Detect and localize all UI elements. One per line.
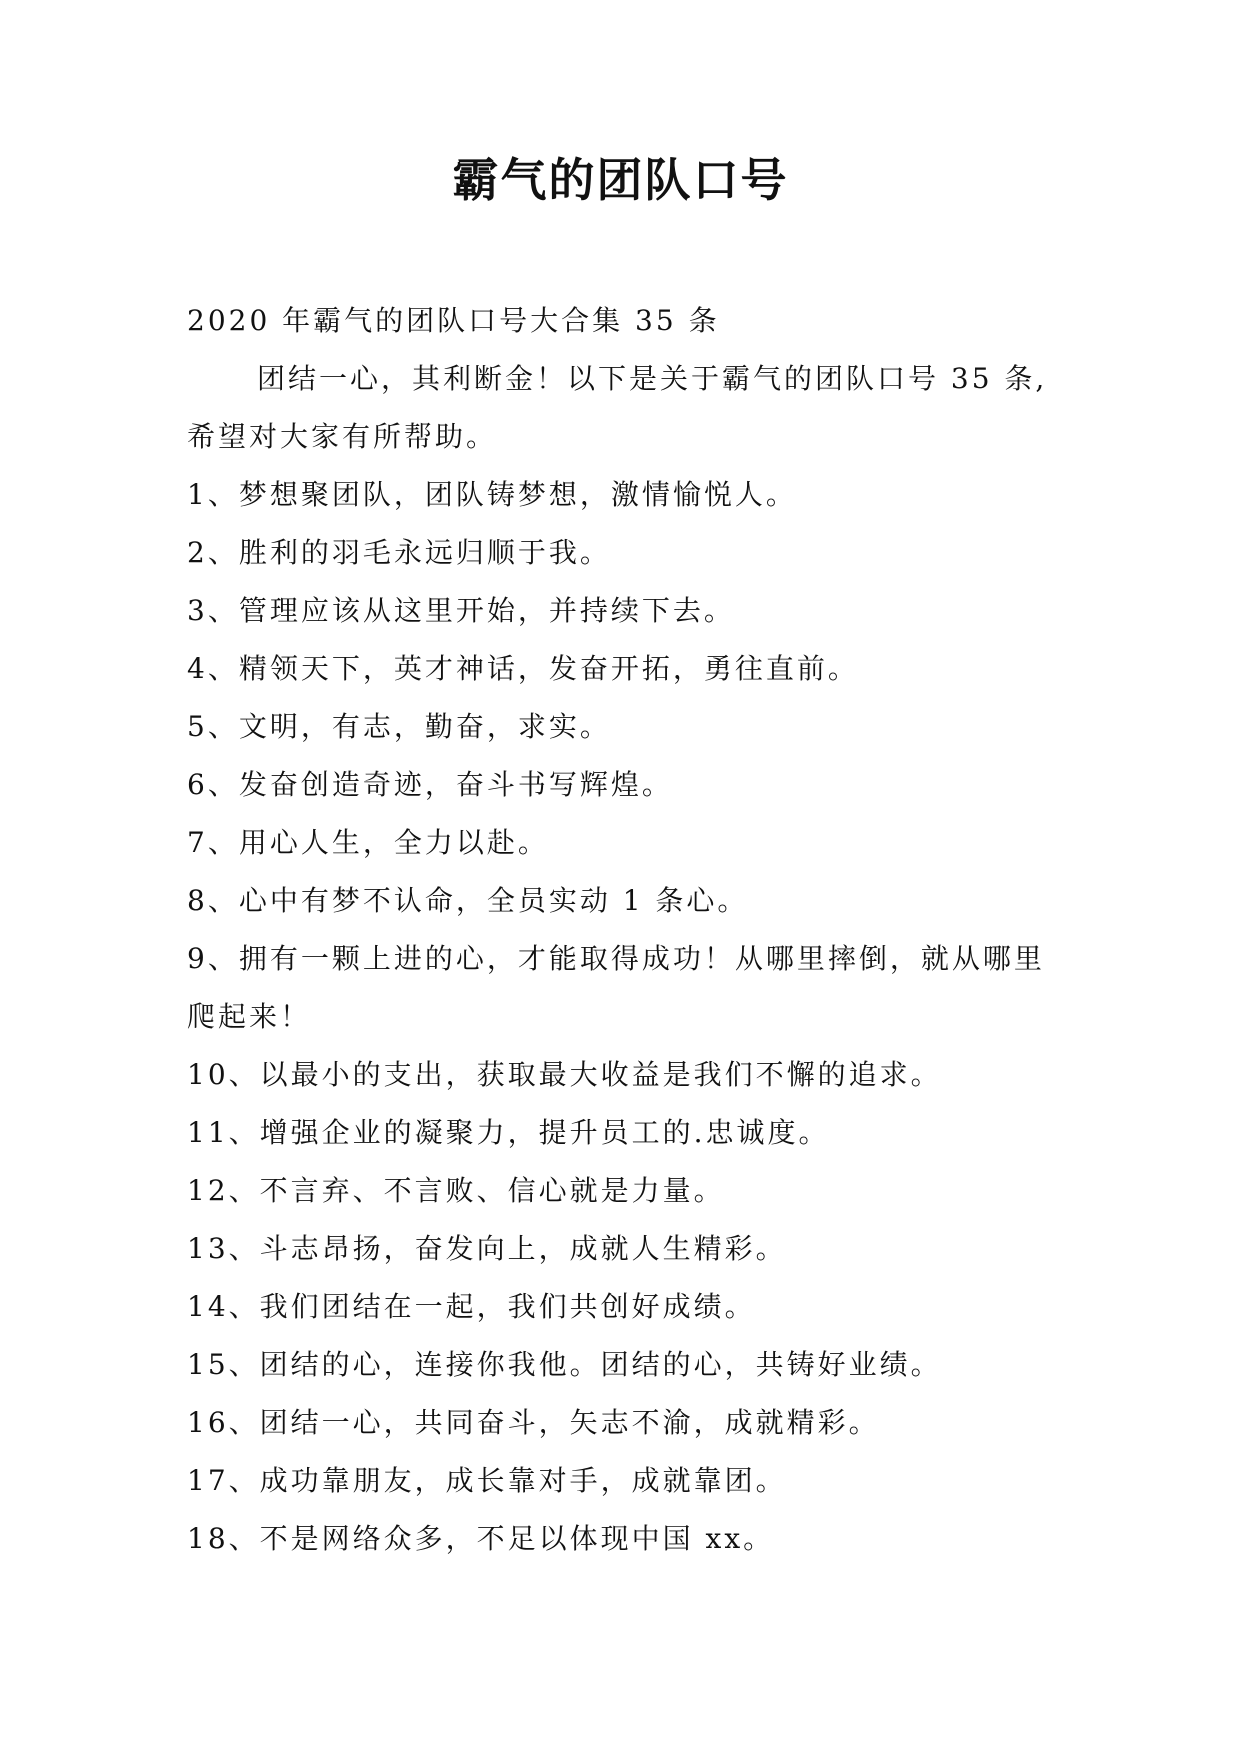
slogan-item: 18、不是网络众多，不足以体现中国 xx。 [187,1522,775,1555]
slogan-item: 1、梦想聚团队，团队铸梦想，激情愉悦人。 [187,478,797,511]
slogan-item: 14、我们团结在一起，我们共创好成绩。 [187,1290,756,1323]
slogan-item: 11、增强企业的凝聚力，提升员工的.忠诚度。 [187,1116,830,1149]
slogan-item: 4、精领天下，英才神话，发奋开拓，勇往直前。 [187,652,859,685]
slogan-item: 6、发奋创造奇迹，奋斗书写辉煌。 [187,768,673,801]
slogan-item: 17、成功靠朋友，成长靠对手，成就靠团。 [187,1464,787,1497]
slogan-item: 15、团结的心，连接你我他。团结的心，共铸好业绩。 [187,1348,942,1381]
intro-paragraph: 团结一心，其利断金！以下是关于霸气的团队口号 35 条,希望对大家有所帮助。 [187,362,1048,453]
slogan-item: 16、团结一心，共同奋斗，矢志不渝，成就精彩。 [187,1406,880,1439]
slogan-item: 8、心中有梦不认命，全员实动 1 条心。 [187,884,749,917]
page-title: 霸气的团队口号 [452,153,789,207]
slogan-item: 10、以最小的支出，获取最大收益是我们不懈的追求。 [187,1058,942,1091]
document-body [187,292,1067,1568]
slogan-item: 2、胜利的羽毛永远归顺于我。 [187,536,611,569]
slogan-item: 13、斗志昂扬，奋发向上，成就人生精彩。 [187,1232,787,1265]
slogan-item: 3、管理应该从这里开始，并持续下去。 [187,594,735,627]
slogan-item: 9、拥有一颗上进的心，才能取得成功！从哪里摔倒，就从哪里爬起来！ [187,942,1045,1033]
slogan-item: 5、文明，有志，勤奋，求实。 [187,710,611,743]
slogan-item: 12、不言弃、不言败、信心就是力量。 [187,1174,725,1207]
slogan-item: 7、用心人生，全力以赴。 [187,826,549,859]
document-subtitle: 2020 年霸气的团队口号大合集 35 条 [187,304,720,337]
